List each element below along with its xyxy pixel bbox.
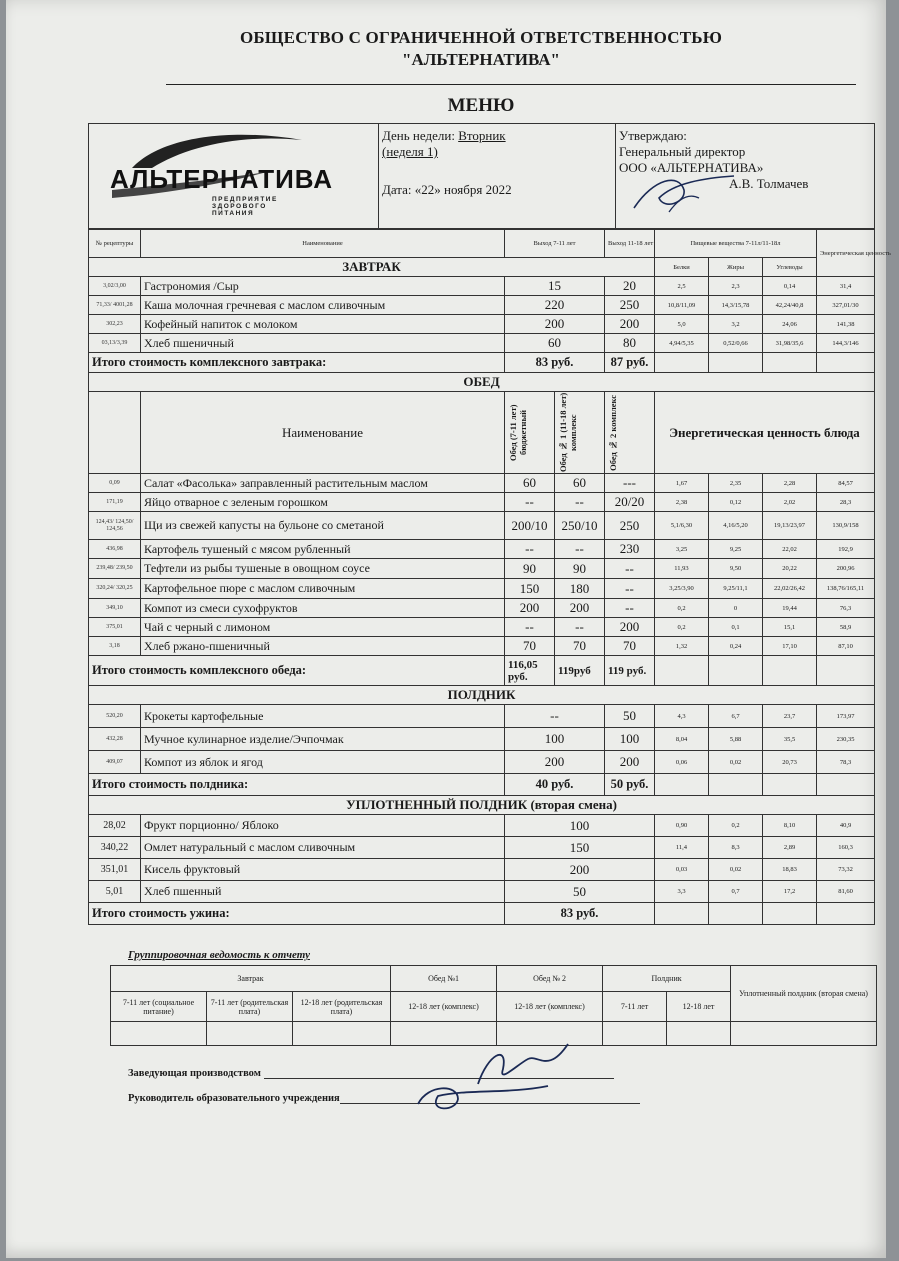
section-row	[89, 686, 875, 705]
dish-name: Гастрономия /Сыр	[141, 277, 505, 296]
energy-value: 87,10	[817, 637, 875, 656]
head-protein: Белки	[655, 258, 709, 277]
total-row	[89, 353, 875, 373]
portion-7-11: --	[505, 705, 605, 728]
carbs-value: 20,73	[763, 751, 817, 774]
empty-cell	[655, 353, 709, 373]
lunch1-portion: 90	[555, 559, 605, 579]
rep-cell	[667, 1022, 731, 1046]
header-table	[88, 123, 875, 229]
empty-cell	[709, 353, 763, 373]
energy-value: 160,3	[817, 837, 875, 859]
fat-value: 0,02	[709, 859, 763, 881]
energy-value: 192,9	[817, 540, 875, 559]
document-sheet	[6, 0, 891, 1258]
rep-cell	[293, 1022, 391, 1046]
director-signature-icon	[624, 168, 744, 218]
lunch-head-row	[89, 392, 875, 474]
lunch1-portion: 180	[555, 579, 605, 599]
protein-value: 5,1/6,30	[655, 512, 709, 540]
carbs-value: 22,02/26,42	[763, 579, 817, 599]
lunch2-portion: 250	[605, 512, 655, 540]
snack-total-a: 40 руб.	[505, 774, 605, 796]
org-name-line1: ОБЩЕСТВО С ОГРАНИЧЕННОЙ ОТВЕТСТВЕННОСТЬЮ	[239, 28, 723, 47]
head-energy: Энергетическая ценность	[817, 230, 875, 277]
snack2-total: 83 руб.	[505, 903, 655, 925]
portion-11-18: 200	[605, 315, 655, 334]
rep-head-breakfast: Завтрак	[111, 966, 391, 992]
lunch2-portion: 20/20	[605, 493, 655, 512]
carbs-value: 20,22	[763, 559, 817, 579]
lunch-energy-head: Энергетическая ценность блюда	[655, 392, 875, 474]
energy-value: 78,3	[817, 751, 875, 774]
menu-table	[88, 229, 891, 925]
portion: 50	[505, 881, 655, 903]
logo-wordmark: АЛЬТЕРНАТИВА	[110, 164, 334, 194]
recipe-code: 349,10	[89, 599, 141, 618]
section-row	[89, 373, 875, 392]
fat-value: 2,35	[709, 474, 763, 493]
protein-value: 3,25/3,90	[655, 579, 709, 599]
lunch-budget-portion: 60	[505, 474, 555, 493]
fat-value: 0,1	[709, 618, 763, 637]
empty-cell	[817, 656, 875, 686]
energy-value: 141,38	[817, 315, 875, 334]
protein-value: 11,4	[655, 837, 709, 859]
carbs-value: 2,02	[763, 493, 817, 512]
snack-row	[89, 728, 875, 751]
dish-name: Хлеб пшенный	[141, 881, 505, 903]
fat-value: 0,52/0,66	[709, 334, 763, 353]
org-name-line2: "АЛЬТЕРНАТИВА"	[402, 50, 560, 69]
lunch1-portion: 250/10	[555, 512, 605, 540]
section-lunch: ОБЕД	[89, 373, 875, 392]
snack2-row	[89, 837, 875, 859]
approve-name: А.В. Толмачев	[729, 176, 809, 191]
portion: 150	[505, 837, 655, 859]
portion: 100	[505, 815, 655, 837]
lunch1-portion: --	[555, 540, 605, 559]
table-head-row	[89, 230, 875, 258]
lunch-total-label: Итого стоимость комплексного обеда:	[89, 656, 505, 686]
day-value: Вторник	[458, 128, 506, 143]
approve-company: ООО «АЛЬТЕРНАТИВА»	[619, 160, 764, 175]
dish-name: Омлет натуральный с маслом сливочным	[141, 837, 505, 859]
fat-value: 5,88	[709, 728, 763, 751]
handwritten-signature-icon	[398, 1034, 598, 1114]
lunch-row	[89, 599, 875, 618]
snack2-row	[89, 881, 875, 903]
fat-value: 8,3	[709, 837, 763, 859]
head-fat: Жиры	[709, 258, 763, 277]
breakfast-total-b: 87 руб.	[605, 353, 655, 373]
lunch1-portion: 70	[555, 637, 605, 656]
fat-value: 6,7	[709, 705, 763, 728]
portion-11-18: 20	[605, 277, 655, 296]
energy-value: 31,4	[817, 277, 875, 296]
sign-head-label: Заведующая производством	[128, 1068, 261, 1079]
fat-value: 0	[709, 599, 763, 618]
lunch-row	[89, 579, 875, 599]
lunch-total-c: 119 руб.	[605, 656, 655, 686]
head-out1: Выход 7-11 лет	[505, 230, 605, 258]
recipe-code: 351,01	[89, 859, 141, 881]
lunch2-portion: --	[605, 599, 655, 618]
protein-value: 4,94/5,35	[655, 334, 709, 353]
energy-value: 73,32	[817, 859, 875, 881]
energy-value: 76,3	[817, 599, 875, 618]
lunch1-portion: 60	[555, 474, 605, 493]
breakfast-row	[89, 315, 875, 334]
empty-cell	[763, 774, 817, 796]
menu-document	[88, 28, 891, 1138]
lunch-budget-portion: --	[505, 493, 555, 512]
dish-name: Яйцо отварное с зеленым горошком	[141, 493, 505, 512]
recipe-code: 520,20	[89, 705, 141, 728]
empty-cell	[763, 353, 817, 373]
lunch-budget-portion: 200	[505, 599, 555, 618]
rep-sub-5: 12-18 лет (комплекс)	[497, 992, 603, 1022]
total-row	[89, 656, 875, 686]
dish-name: Мучное кулинарное изделие/Эчпочмак	[141, 728, 505, 751]
head-carbs: Углеводы	[763, 258, 817, 277]
approve-label: Утверждаю:	[619, 128, 687, 143]
day-label: День недели:	[382, 128, 455, 143]
fat-value: 0,02	[709, 751, 763, 774]
energy-value: 84,57	[817, 474, 875, 493]
total-row	[89, 774, 875, 796]
report-title: Группировочная ведомость к отчету	[128, 949, 310, 961]
dish-name: Компот из смеси сухофруктов	[141, 599, 505, 618]
lunch-col3-head	[605, 392, 655, 474]
energy-value: 144,3/146	[817, 334, 875, 353]
protein-value: 5,0	[655, 315, 709, 334]
energy-value: 200,96	[817, 559, 875, 579]
carbs-value: 18,83	[763, 859, 817, 881]
lunch2-portion: 200	[605, 618, 655, 637]
date-value: «22» ноября 2022	[414, 182, 512, 197]
logo-tagline-2: ЗДОРОВОГО	[212, 203, 267, 210]
portion-7-11: 60	[505, 334, 605, 353]
dish-name: Компот из яблок и ягод	[141, 751, 505, 774]
head-name: Наименование	[141, 230, 505, 258]
section-row	[89, 796, 875, 815]
lunch-budget-portion: 150	[505, 579, 555, 599]
protein-value: 0,2	[655, 599, 709, 618]
carbs-value: 15,1	[763, 618, 817, 637]
dish-name: Щи из свежей капусты на бульоне со сметаной	[141, 512, 505, 540]
rep-sub-1: 7-11 лет (социальное питание)	[111, 992, 207, 1022]
recipe-code: 3,18	[89, 637, 141, 656]
snack-row	[89, 705, 875, 728]
breakfast-total-label: Итого стоимость комплексного завтрака:	[89, 353, 505, 373]
empty-cell	[817, 903, 875, 925]
section-snack2: УПЛОТНЕННЫЙ ПОЛДНИК (вторая смена)	[89, 796, 875, 815]
rep-head-lunch2: Обед № 2	[497, 966, 603, 992]
protein-value: 10,8/11,09	[655, 296, 709, 315]
dish-name: Крокеты картофельные	[141, 705, 505, 728]
lunch-row	[89, 540, 875, 559]
rep-cell	[731, 1022, 877, 1046]
recipe-code: 0,09	[89, 474, 141, 493]
rep-sub-3: 12-18 лет (родительская плата)	[293, 992, 391, 1022]
empty-cell	[655, 774, 709, 796]
recipe-code: 239,48/ 239,50	[89, 559, 141, 579]
empty-cell	[655, 903, 709, 925]
carbs-value: 22,02	[763, 540, 817, 559]
snack-total-label: Итого стоимость полдника:	[89, 774, 505, 796]
snack2-total-label: Итого стоимость ужина:	[89, 903, 505, 925]
carbs-value: 2,28	[763, 474, 817, 493]
lunch-budget-portion: --	[505, 618, 555, 637]
fat-value: 0,12	[709, 493, 763, 512]
rep-head-snack2: Уплотненный полдник (вторая смена)	[731, 966, 877, 1022]
rep-cell	[207, 1022, 293, 1046]
rep-head-lunch1: Обед №1	[391, 966, 497, 992]
lunch-row	[89, 493, 875, 512]
protein-value: 0,2	[655, 618, 709, 637]
portion-7-11: 15	[505, 277, 605, 296]
energy-value: 40,9	[817, 815, 875, 837]
snack2-row	[89, 859, 875, 881]
head-out2: Выход 11-18 лет	[605, 230, 655, 258]
lunch-col3-label: Обед № 2 комплекс	[608, 394, 618, 471]
energy-value: 81,60	[817, 881, 875, 903]
protein-value: 4,3	[655, 705, 709, 728]
dish-name: Тефтели из рыбы тушеные в овощном соусе	[141, 559, 505, 579]
energy-value: 230,35	[817, 728, 875, 751]
fat-value: 0,2	[709, 815, 763, 837]
recipe-code: 302,23	[89, 315, 141, 334]
lunch2-portion: ---	[605, 474, 655, 493]
dish-name: Хлеб ржано-пшеничный	[141, 637, 505, 656]
portion-7-11: 200	[505, 315, 605, 334]
empty-cell	[763, 903, 817, 925]
empty-cell	[709, 656, 763, 686]
recipe-code: 03,13/3,39	[89, 334, 141, 353]
recipe-code: 171,19	[89, 493, 141, 512]
lunch-row	[89, 512, 875, 540]
recipe-code: 5,01	[89, 881, 141, 903]
logo-tagline	[212, 196, 278, 217]
carbs-value: 24,06	[763, 315, 817, 334]
carbs-value: 35,5	[763, 728, 817, 751]
fat-value: 3,2	[709, 315, 763, 334]
energy-value: 130,9/158	[817, 512, 875, 540]
week-value: (неделя 1)	[382, 144, 438, 159]
protein-value: 3,25	[655, 540, 709, 559]
signatures-block	[88, 1068, 874, 1138]
head-nutrients: Пищевые вещества 7-11л/11-18л	[655, 230, 817, 258]
lunch-budget-portion: 200/10	[505, 512, 555, 540]
protein-value: 1,67	[655, 474, 709, 493]
empty-cell	[709, 903, 763, 925]
fat-value: 9,25/11,1	[709, 579, 763, 599]
carbs-value: 42,24/40,8	[763, 296, 817, 315]
portion-11-18: 50	[605, 705, 655, 728]
recipe-code: 432,28	[89, 728, 141, 751]
lunch1-portion: --	[555, 493, 605, 512]
snack2-row	[89, 815, 875, 837]
portion-7-11: 200	[505, 751, 605, 774]
portion: 200	[505, 859, 655, 881]
date-info-cell	[379, 124, 616, 229]
company-logo	[92, 128, 375, 220]
portion-11-18: 250	[605, 296, 655, 315]
empty-cell	[655, 656, 709, 686]
carbs-value: 19,13/23,97	[763, 512, 817, 540]
fat-value: 0,7	[709, 881, 763, 903]
rep-sub-4: 12-18 лет (комплекс)	[391, 992, 497, 1022]
portion-7-11: 100	[505, 728, 605, 751]
rep-sub-6: 7-11 лет	[603, 992, 667, 1022]
protein-value: 8,04	[655, 728, 709, 751]
rep-cell	[603, 1022, 667, 1046]
dish-name: Салат «Фасолька» заправленный растительным маслом	[141, 474, 505, 493]
lunch2-portion: 70	[605, 637, 655, 656]
portion-11-18: 80	[605, 334, 655, 353]
section-row	[89, 258, 875, 277]
lunch-col2-label: Обед № 1 (11-18 лет) комплекс	[558, 392, 578, 473]
lunch-row	[89, 618, 875, 637]
breakfast-total-a: 83 руб.	[505, 353, 605, 373]
energy-value: 58,9	[817, 618, 875, 637]
snack-row	[89, 751, 875, 774]
recipe-code: 3,02/3,00	[89, 277, 141, 296]
recipe-code: 436,98	[89, 540, 141, 559]
empty-cell	[763, 656, 817, 686]
energy-value: 28,3	[817, 493, 875, 512]
logo-tagline-3: ПИТАНИЯ	[212, 210, 255, 217]
logo-tagline-1: ПРЕДПРИЯТИЕ	[212, 196, 278, 203]
recipe-code: 409,07	[89, 751, 141, 774]
head-num: № рецептуры	[89, 230, 141, 258]
lunch1-portion: --	[555, 618, 605, 637]
lunch-name-head: Наименование	[141, 392, 505, 474]
empty-cell	[89, 392, 141, 474]
sign-director-label: Руководитель образовательного учреждения	[128, 1093, 340, 1104]
section-breakfast: ЗАВТРАК	[89, 258, 655, 277]
fat-value: 2,3	[709, 277, 763, 296]
recipe-code: 71,33/ 4001,28	[89, 296, 141, 315]
dish-name: Хлеб пшеничный	[141, 334, 505, 353]
portion-11-18: 200	[605, 751, 655, 774]
carbs-value: 8,10	[763, 815, 817, 837]
energy-value: 173,97	[817, 705, 875, 728]
lunch2-portion: --	[605, 559, 655, 579]
lunch-budget-portion: --	[505, 540, 555, 559]
lunch-total-a: 116,05 руб.	[505, 656, 555, 686]
protein-value: 3,3	[655, 881, 709, 903]
recipe-code: 124,43/ 124,50/ 124,56	[89, 512, 141, 540]
empty-cell	[817, 353, 875, 373]
lunch-total-b: 119руб	[555, 656, 605, 686]
fat-value: 4,16/5,20	[709, 512, 763, 540]
lunch2-portion: --	[605, 579, 655, 599]
rep-sub-2: 7-11 лет (родительская плата)	[207, 992, 293, 1022]
dish-name: Кисель фруктовый	[141, 859, 505, 881]
protein-value: 0,90	[655, 815, 709, 837]
section-snack: ПОЛДНИК	[89, 686, 875, 705]
energy-value: 138,76/165,11	[817, 579, 875, 599]
date-label: Дата:	[382, 182, 412, 197]
lunch1-portion: 200	[555, 599, 605, 618]
lunch-row	[89, 559, 875, 579]
dish-name: Картофельное пюре с маслом сливочным	[141, 579, 505, 599]
breakfast-row	[89, 334, 875, 353]
protein-value: 0,03	[655, 859, 709, 881]
lunch-col2-head	[555, 392, 605, 474]
lunch-budget-portion: 90	[505, 559, 555, 579]
carbs-value: 17,10	[763, 637, 817, 656]
protein-value: 2,38	[655, 493, 709, 512]
empty-cell	[817, 774, 875, 796]
dish-name: Кофейный напиток с молоком	[141, 315, 505, 334]
lunch-row	[89, 637, 875, 656]
protein-value: 2,5	[655, 277, 709, 296]
recipe-code: 320,24/ 320,25	[89, 579, 141, 599]
lunch-budget-portion: 70	[505, 637, 555, 656]
rep-head-snack: Полдник	[603, 966, 731, 992]
lunch-col1-label: Обед (7-11 лет) бюджетный	[508, 404, 528, 461]
breakfast-row	[89, 277, 875, 296]
recipe-code: 375,01	[89, 618, 141, 637]
dish-name: Чай с черный с лимоном	[141, 618, 505, 637]
dish-name: Фрукт порционно/ Яблоко	[141, 815, 505, 837]
approve-position: Генеральный директор	[619, 144, 746, 159]
rep-sub-7: 12-18 лет	[667, 992, 731, 1022]
dish-name: Картофель тушеный с мясом рубленный	[141, 540, 505, 559]
carbs-value: 19,44	[763, 599, 817, 618]
recipe-code: 28,02	[89, 815, 141, 837]
protein-value: 0,06	[655, 751, 709, 774]
carbs-value: 2,89	[763, 837, 817, 859]
recipe-code: 340,22	[89, 837, 141, 859]
breakfast-row	[89, 296, 875, 315]
energy-value: 327,01/30	[817, 296, 875, 315]
snack-total-b: 50 руб.	[605, 774, 655, 796]
carbs-value: 23,7	[763, 705, 817, 728]
page-title: МЕНЮ	[447, 95, 515, 116]
portion-11-18: 100	[605, 728, 655, 751]
approval-cell	[616, 124, 875, 229]
empty-cell	[709, 774, 763, 796]
rep-cell	[111, 1022, 207, 1046]
portion-7-11: 220	[505, 296, 605, 315]
carbs-value: 17,2	[763, 881, 817, 903]
logo-cell	[89, 124, 379, 229]
dish-name: Каша молочная гречневая с маслом сливочным	[141, 296, 505, 315]
lunch-row	[89, 474, 875, 493]
carbs-value: 0,14	[763, 277, 817, 296]
fat-value: 0,24	[709, 637, 763, 656]
fat-value: 9,50	[709, 559, 763, 579]
lunch-col1-head	[505, 392, 555, 474]
protein-value: 11,93	[655, 559, 709, 579]
carbs-value: 31,98/35,6	[763, 334, 817, 353]
fat-value: 14,3/15,78	[709, 296, 763, 315]
header-rule	[166, 84, 856, 85]
total-row	[89, 903, 875, 925]
protein-value: 1,32	[655, 637, 709, 656]
lunch2-portion: 230	[605, 540, 655, 559]
fat-value: 9,25	[709, 540, 763, 559]
